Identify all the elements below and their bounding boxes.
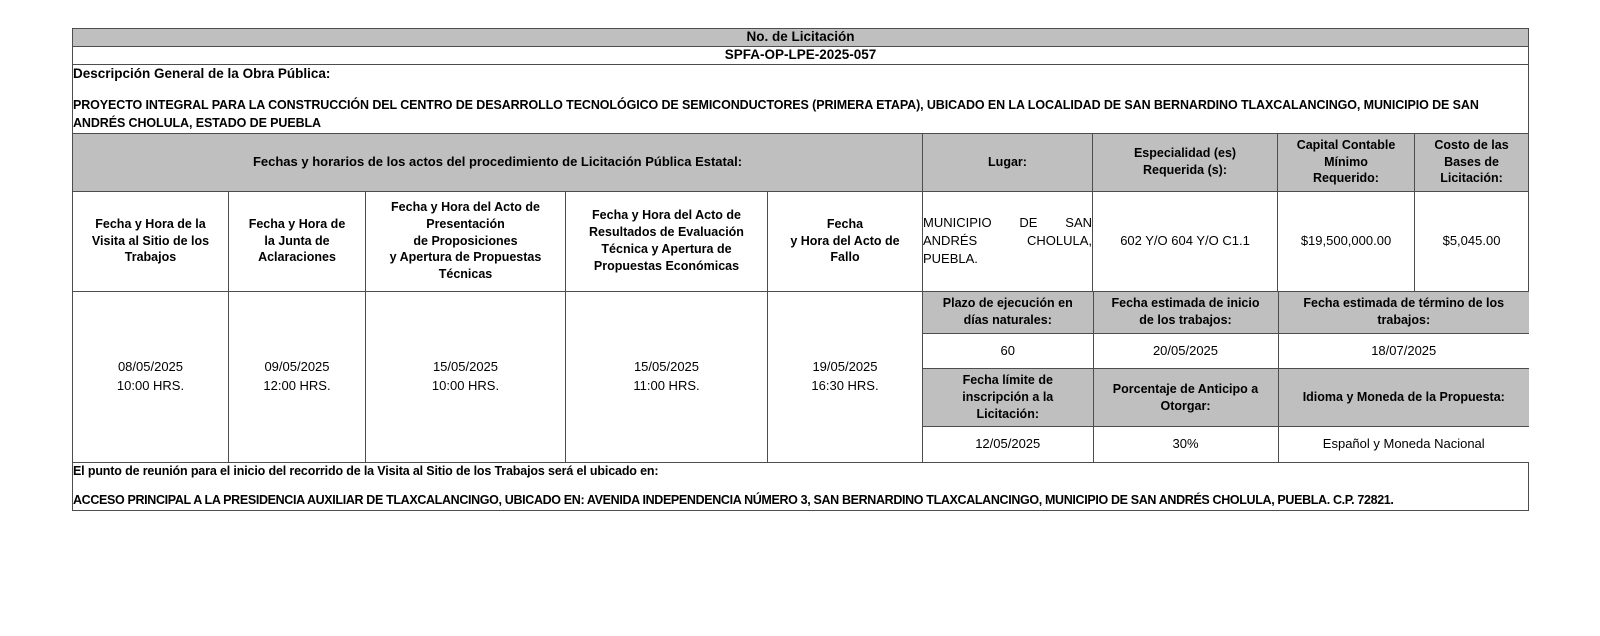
schedule-band-header-cell	[73, 133, 923, 191]
table-row-schedule-values	[73, 291, 1529, 462]
schedule-col-header-evaluacion	[566, 191, 768, 291]
costo-bases-header-text: Costo de las Bases de Licitación:	[1434, 137, 1509, 186]
lugar-value-cell	[923, 191, 1093, 291]
schedule-value-presentacion-text: 15/05/2025 10:00 HRS.	[431, 359, 500, 393]
capital-contable-header-cell	[1278, 133, 1415, 191]
schedule-value-visita	[73, 291, 229, 462]
schedule-col-header-junta-text: Fecha y Hora de la Junta de Aclaraciones	[248, 216, 346, 265]
costo-bases-value-cell	[1415, 191, 1529, 291]
schedule-value-junta-text: 09/05/2025 12:00 HRS.	[263, 359, 331, 393]
tender-number-header-cell	[73, 29, 1529, 47]
description-cell	[73, 64, 1529, 133]
table-row-schedule-headers	[73, 191, 1529, 291]
fecha-termino-label-cell	[1278, 292, 1529, 334]
especialidad-value-text: 602 Y/O 604 Y/O C1.1	[1120, 232, 1250, 248]
especialidad-header-cell	[1093, 133, 1278, 191]
idioma-moneda-value-text: Español y Moneda Nacional	[1322, 436, 1485, 452]
fecha-inicio-value-cell	[1093, 334, 1278, 369]
fecha-limite-label-text: Fecha límite de inscripción a la Licitación:	[962, 373, 1054, 421]
meeting-point-spacer	[73, 480, 1528, 492]
schedule-band-header-text: Fechas y horarios de los actos del procedimiento de Licitación Pública Estatal:	[252, 153, 743, 169]
schedule-col-header-visita-text: Fecha y Hora de la Visita al Sitio de los Trabajos	[91, 216, 210, 265]
porcentaje-anticipo-label-text: Porcentaje de Anticipo a Otorgar:	[1112, 381, 1259, 413]
table-row-band-headers	[73, 133, 1529, 191]
schedule-col-header-presentacion-text: Fecha y Hora del Acto de Presentación de Proposiciones y Apertura de Propuestas Técnicas	[389, 199, 542, 282]
fecha-limite-label-cell	[923, 369, 1093, 427]
fecha-termino-value-cell	[1278, 334, 1529, 369]
description-body: PROYECTO INTEGRAL PARA LA CONSTRUCCIÓN DEL CENTRO DE DESARROLLO TECNOLÓGICO DE SEMICONDUCTORES (PRIMERA ETAPA), UBICADO EN LA LOCALIDAD DE SAN BERNARDINO TLAXCALANCINGO, MUNICIPIO DE SAN ANDRÉS CHOLULA, ESTADO DE PUEBLA	[73, 98, 1479, 131]
table-row-description	[73, 64, 1529, 133]
fecha-termino-value-text: 18/07/2025	[1371, 342, 1437, 358]
plazo-ejecucion-label-cell	[923, 292, 1093, 334]
plazo-ejecucion-label-text: Plazo de ejecución en días naturales:	[942, 296, 1073, 328]
schedule-col-header-evaluacion-text: Fecha y Hora del Acto de Resultados de Evaluación Técnica y Apertura de Propuestas Económicas	[589, 208, 744, 273]
fecha-termino-label-text: Fecha estimada de término de los trabajos:	[1303, 296, 1505, 328]
fecha-limite-value-cell	[923, 427, 1093, 462]
tender-number-value-cell	[73, 46, 1529, 64]
porcentaje-anticipo-value-text: 30%	[1172, 436, 1199, 452]
execution-details-subtable	[923, 292, 1529, 462]
execution-details-subtable-cell	[923, 291, 1529, 462]
capital-contable-value-cell	[1278, 191, 1415, 291]
description-label: Descripción General de la Obra Pública:	[73, 65, 331, 81]
fecha-inicio-label-cell	[1093, 292, 1278, 334]
meeting-point-address: ACCESO PRINCIPAL A LA PRESIDENCIA AUXILIAR DE TLAXCALANCINGO, UBICADO EN: AVENIDA INDEPENDENCIA NÚMERO 3, SAN BERNARDINO TLAXCALANCINGO, MUNICIPIO DE SAN ANDRÉS CHOLULA, PUEBLA. C.P. 72821.	[73, 493, 1394, 508]
especialidad-value-cell	[1093, 191, 1278, 291]
costo-bases-value-text: $5,045.00	[1442, 232, 1501, 248]
tender-notice-table	[72, 28, 1529, 511]
fecha-inicio-value-text: 20/05/2025	[1152, 342, 1219, 358]
table-row-tender-number-header	[73, 29, 1529, 47]
idioma-moneda-value-cell	[1278, 427, 1529, 462]
plazo-ejecucion-value-cell	[923, 334, 1093, 369]
subtable-row-term-labels	[923, 292, 1529, 334]
schedule-col-header-presentacion	[366, 191, 566, 291]
idioma-moneda-label-text: Idioma y Moneda de la Propuesta:	[1302, 390, 1505, 405]
schedule-col-header-visita	[73, 191, 229, 291]
fecha-limite-value-text: 12/05/2025	[975, 436, 1041, 452]
porcentaje-anticipo-value-cell	[1093, 427, 1278, 462]
schedule-value-fallo-text: 19/05/2025 16:30 HRS.	[811, 359, 879, 393]
subtable-row-misc-labels	[923, 369, 1529, 427]
plazo-ejecucion-value-text: 60	[1000, 342, 1015, 358]
capital-contable-value-text: $19,500,000.00	[1300, 232, 1392, 248]
schedule-value-fallo	[768, 291, 923, 462]
fecha-inicio-label-text: Fecha estimada de inicio de los trabajos:	[1111, 296, 1260, 328]
schedule-value-presentacion	[366, 291, 566, 462]
schedule-value-junta	[229, 291, 366, 462]
table-row-footer	[73, 462, 1529, 510]
description-spacer	[73, 82, 1528, 96]
costo-bases-header-cell	[1415, 133, 1529, 191]
schedule-col-header-fallo	[768, 191, 923, 291]
subtable-row-misc-values	[923, 427, 1529, 462]
table-row-tender-number-value	[73, 46, 1529, 64]
porcentaje-anticipo-label-cell	[1093, 369, 1278, 427]
capital-contable-header-text: Capital Contable Mínimo Requerido:	[1296, 137, 1396, 186]
schedule-col-header-junta	[229, 191, 366, 291]
subtable-row-term-values	[923, 334, 1529, 369]
meeting-point-label: El punto de reunión para el inicio del recorrido de la Visita al Sitio de los Trabajos será el ubicado en:	[73, 463, 659, 478]
lugar-value-text: MUNICIPIO DE SAN ANDRÉS CHOLULA, PUEBLA.	[923, 214, 1092, 267]
schedule-value-evaluacion-text: 15/05/2025 11:00 HRS.	[633, 359, 700, 393]
lugar-header-text: Lugar:	[988, 154, 1027, 169]
tender-number-value-text: SPFA-OP-LPE-2025-057	[724, 46, 877, 62]
lugar-header-cell	[923, 133, 1093, 191]
especialidad-header-text: Especialidad (es) Requerida (s):	[1133, 146, 1237, 178]
schedule-value-evaluacion	[566, 291, 768, 462]
schedule-col-header-fallo-text: Fecha y Hora del Acto de Fallo	[790, 216, 900, 265]
schedule-value-visita-text: 08/05/2025 10:00 HRS.	[116, 359, 185, 393]
tender-number-header-text: No. de Licitación	[746, 29, 855, 44]
idioma-moneda-label-cell	[1278, 369, 1529, 427]
meeting-point-cell	[73, 462, 1529, 510]
